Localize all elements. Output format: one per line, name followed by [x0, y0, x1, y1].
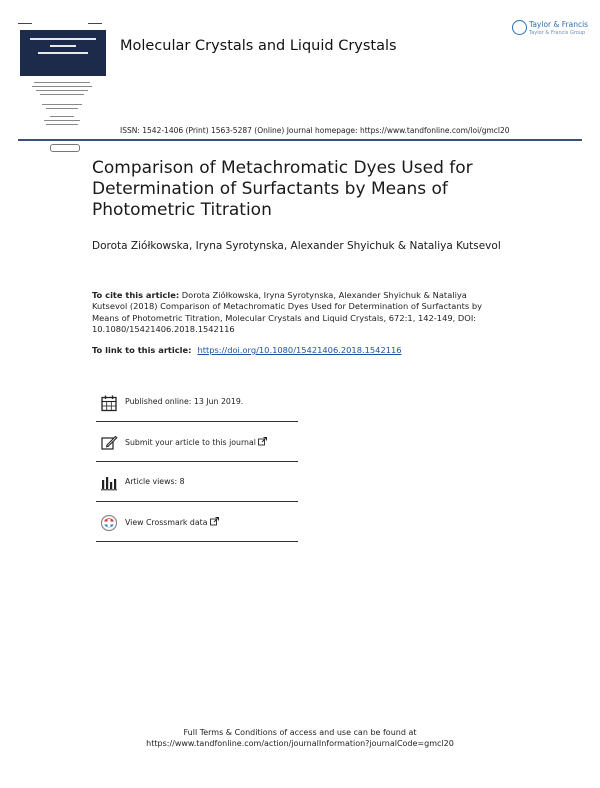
journal-title[interactable]: Molecular Crystals and Liquid Crystals [120, 38, 397, 54]
article-views[interactable]: Article views: 8 [125, 477, 185, 486]
issn-text: ISSN: 1542-1406 (Print) 1563-5287 (Online) Journal homepage: [120, 126, 360, 135]
citation-text: Dorota Ziółkowska, Iryna Syrotynska, Alexander Shyichuk & Nataliya Kutsevol (2018) Comparison of Metachromatic Dyes Used for Determination of Surfactants by Means of Photometric Titration, Molecular Crystals and Liquid Crystals, 672:1, 142-149, DOI: 10.1080/15421406.2018.1542116 [92, 290, 483, 335]
cover-text-line [32, 86, 92, 87]
submit-article-link[interactable] [125, 437, 267, 447]
issn-line [120, 126, 510, 135]
published-row [96, 384, 298, 422]
row-divider [96, 541, 298, 542]
footer-terms [0, 727, 600, 749]
cover-text-line [50, 116, 74, 117]
crossmark-link[interactable] [125, 517, 219, 527]
crossmark-row[interactable] [96, 504, 298, 542]
cover-header-mark [88, 23, 102, 24]
cover-text-line [40, 94, 84, 95]
submit-article-text: Submit your article to this journal [125, 438, 256, 447]
citation-block [92, 290, 502, 336]
article-link-line [92, 345, 402, 355]
crossmark-icon [100, 514, 118, 532]
publisher-logo-subtext: Taylor & Francis Group [529, 30, 586, 36]
article-link-label: To link to this article: [92, 345, 192, 355]
views-row[interactable] [96, 464, 298, 502]
external-link-icon [210, 517, 219, 526]
published-date: Published online: 13 Jun 2019. [125, 397, 244, 406]
cover-text-line [42, 104, 82, 105]
cover-publisher-logo [50, 144, 80, 152]
edit-icon [100, 434, 118, 452]
doi-link[interactable]: https://doi.org/10.1080/15421406.2018.1542116 [197, 345, 402, 355]
header-rule [18, 139, 582, 141]
cover-text-line [36, 90, 88, 91]
footer-terms-line: Full Terms & Conditions of access and use can be found at [183, 728, 417, 737]
publisher-logo[interactable] [512, 18, 589, 42]
journal-homepage-link[interactable]: https://www.tandfonline.com/loi/gmcl20 [359, 126, 510, 135]
external-link-icon [258, 437, 267, 446]
cover-text-line [34, 82, 90, 83]
publisher-logo-icon [512, 20, 527, 35]
calendar-icon [100, 394, 118, 412]
cover-text-line [46, 124, 78, 125]
article-authors: Dorota Ziółkowska, Iryna Syrotynska, Alexander Shyichuk & Nataliya Kutsevol [92, 240, 501, 252]
submit-row[interactable] [96, 424, 298, 462]
journal-cover-thumbnail [18, 22, 108, 134]
row-divider [96, 501, 298, 502]
citation-label: To cite this article: [92, 290, 180, 300]
row-divider [96, 461, 298, 462]
crossmark-text: View Crossmark data [125, 518, 208, 527]
cover-text-line [46, 108, 78, 109]
bar-chart-icon [100, 474, 118, 492]
cover-header-mark [18, 23, 32, 24]
cover-title-block [20, 30, 106, 76]
article-title: Comparison of Metachromatic Dyes Used for Determination of Surfactants by Means of Photometric Titration [92, 158, 473, 220]
row-divider [96, 421, 298, 422]
publisher-logo-text: Taylor & Francis [529, 20, 589, 29]
cover-text-line [44, 120, 80, 121]
footer-terms-link[interactable]: https://www.tandfonline.com/action/journalInformation?journalCode=gmcl20 [146, 739, 454, 748]
